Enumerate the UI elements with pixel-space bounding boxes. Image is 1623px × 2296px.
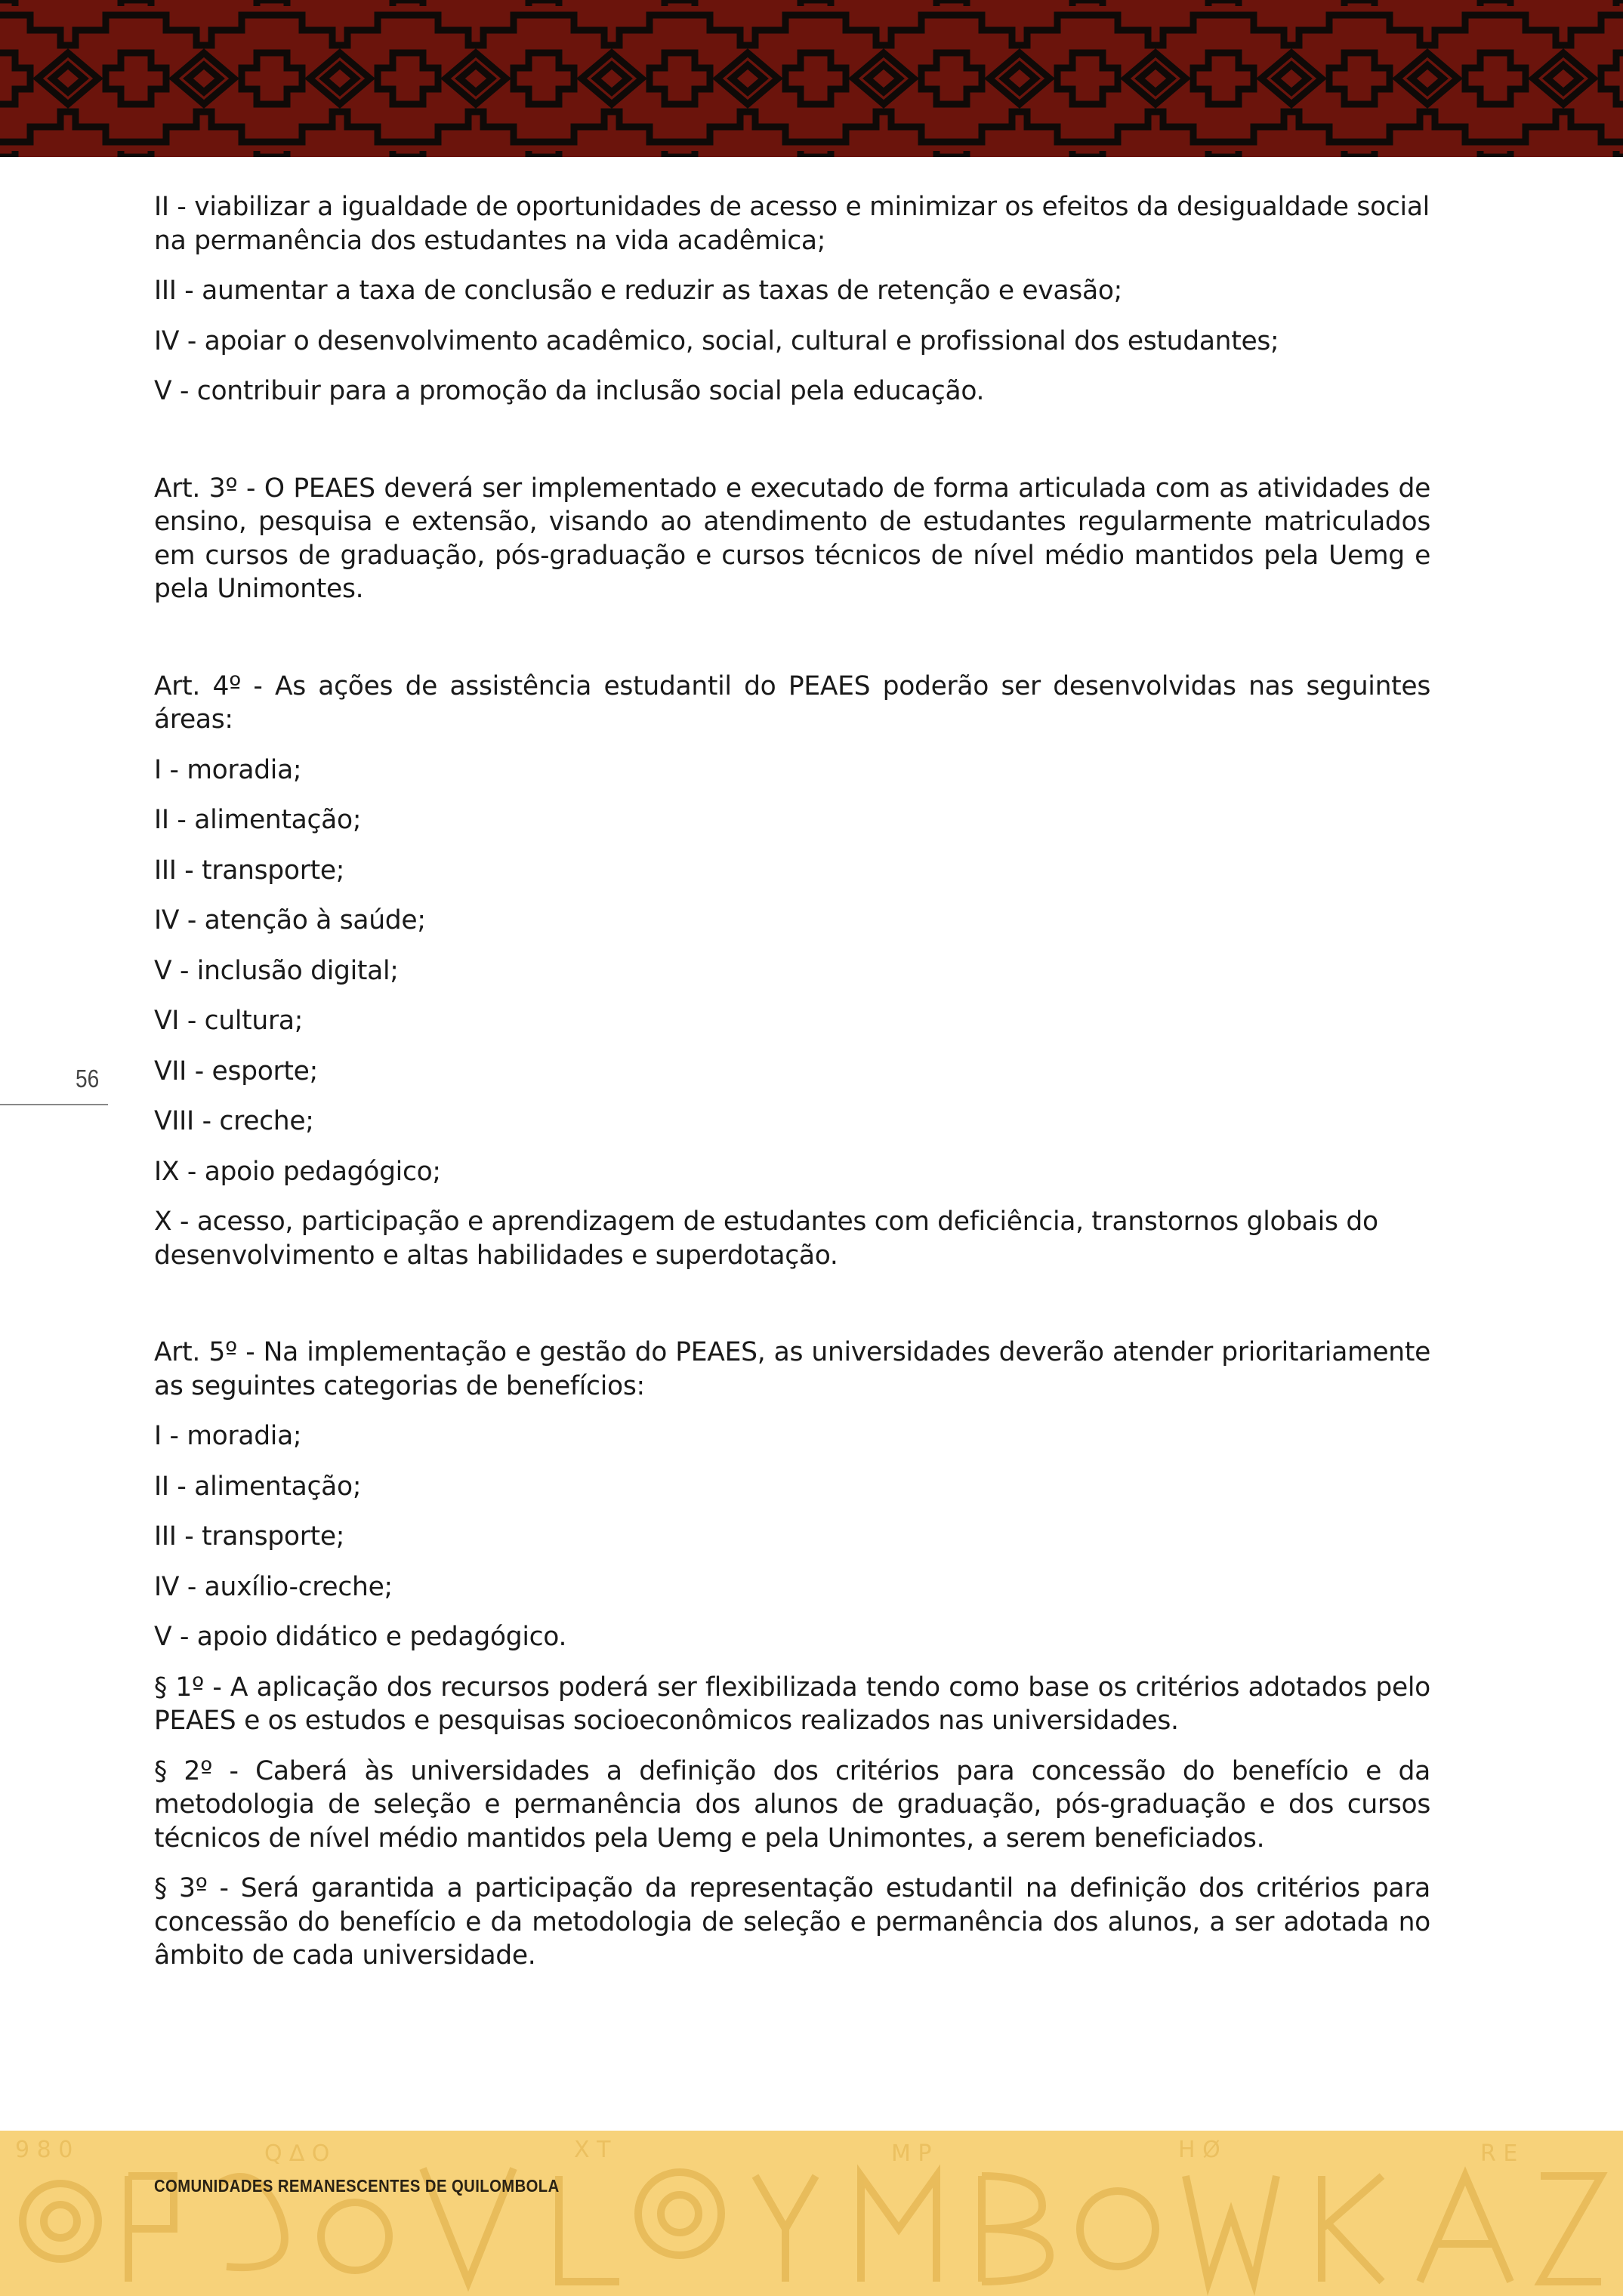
- decorative-footer-band: [0, 2131, 1623, 2296]
- list-item: II - alimentação;: [154, 805, 362, 835]
- svg-text:H Ø: H Ø: [1178, 2137, 1220, 2163]
- list-item: I - moradia;: [154, 1421, 302, 1451]
- list-item: VIII - creche;: [154, 1106, 314, 1136]
- page-number-rule: [0, 1104, 108, 1105]
- svg-text:9 8 0: 9 8 0: [15, 2137, 73, 2163]
- list-item: III - aumentar a taxa de conclusão e reduzir as taxas de retenção e evasão;: [154, 276, 1122, 306]
- list-item: I - moradia;: [154, 754, 302, 785]
- list-item: V - inclusão digital;: [154, 955, 399, 986]
- list-item: II - viabilizar a igualdade de oportunidades de acesso e minimizar os efeitos da desigualdade social na permanência dos estudantes na vida acadêmica;: [154, 192, 1430, 256]
- footer-title: COMUNIDADES REMANESCENTES DE QUILOMBOLA: [154, 2176, 560, 2196]
- section-paragraph: § 1º - A aplicação dos recursos poderá ser flexibilizada tendo como base os critérios adotados pelo PEAES e os estudos e pesquisas socioeconômicos realizados nas universidades.: [154, 1672, 1430, 1736]
- list-item: IV - apoiar o desenvolvimento acadêmico, social, cultural e profissional dos estudantes;: [154, 325, 1279, 356]
- svg-text:M P: M P: [891, 2140, 932, 2167]
- section-paragraph: § 3º - Será garantida a participação da representação estudantil na definição dos critérios para concessão do benefício e da metodologia de seleção e permanência dos alunos, a ser adotada no âmbito de cada universidade.: [154, 1873, 1430, 1971]
- list-item: IV - atenção à saúde;: [154, 905, 426, 935]
- page-number: 56: [76, 1065, 100, 1093]
- list-item: II - alimentação;: [154, 1471, 362, 1502]
- decorative-header-band: [0, 0, 1623, 157]
- list-item: IV - auxílio-creche;: [154, 1571, 393, 1602]
- list-item: V - apoio didático e pedagógico.: [154, 1622, 567, 1652]
- list-item: IX - apoio pedagógico;: [154, 1156, 441, 1187]
- list-item: III - transporte;: [154, 1521, 345, 1552]
- article-paragraph: Art. 5º - Na implementação e gestão do PEAES, as universidades deverão atender prioritariamente as seguintes categorias de benefícios:: [154, 1337, 1430, 1401]
- section-paragraph: § 2º - Caberá às universidades a definição dos critérios para concessão do benefício e da metodologia de seleção e permanência dos alunos de graduação, pós-graduação e dos cursos técnicos de nível médio mantidos pela Uemg e pela Unimontes, a serem beneficiados.: [154, 1755, 1430, 1854]
- list-item: V - contribuir para a promoção da inclusão social pela educação.: [154, 376, 985, 406]
- list-item: III - transporte;: [154, 855, 345, 886]
- glyph-pattern: [0, 2131, 1623, 2296]
- geometric-pattern: [0, 0, 1623, 157]
- svg-text:X T: X T: [574, 2137, 611, 2163]
- list-item: X - acesso, participação e aprendizagem de estudantes com deficiência, transtornos globais do desenvolvimento e altas habilidades e superdotação.: [154, 1207, 1378, 1271]
- article-paragraph: Art. 3º - O PEAES deverá ser implementado e executado de forma articulada com as atividades de ensino, pesquisa e extensão, visando ao atendimento de estudantes regularmente matriculados em cursos de graduação, pós-graduação e cursos técnicos de nível médio mantidos pela Uemg e pela Unimontes.: [154, 473, 1430, 604]
- article-paragraph: Art. 4º - As ações de assistência estudantil do PEAES poderão ser desenvolvidas nas seguintes áreas:: [154, 670, 1430, 735]
- list-item: VII - esporte;: [154, 1056, 318, 1086]
- document-body: [154, 190, 1430, 1989]
- list-item: VI - cultura;: [154, 1006, 304, 1036]
- svg-text:R E: R E: [1480, 2140, 1518, 2167]
- svg-text:Q ∆ O: Q ∆ O: [264, 2140, 330, 2167]
